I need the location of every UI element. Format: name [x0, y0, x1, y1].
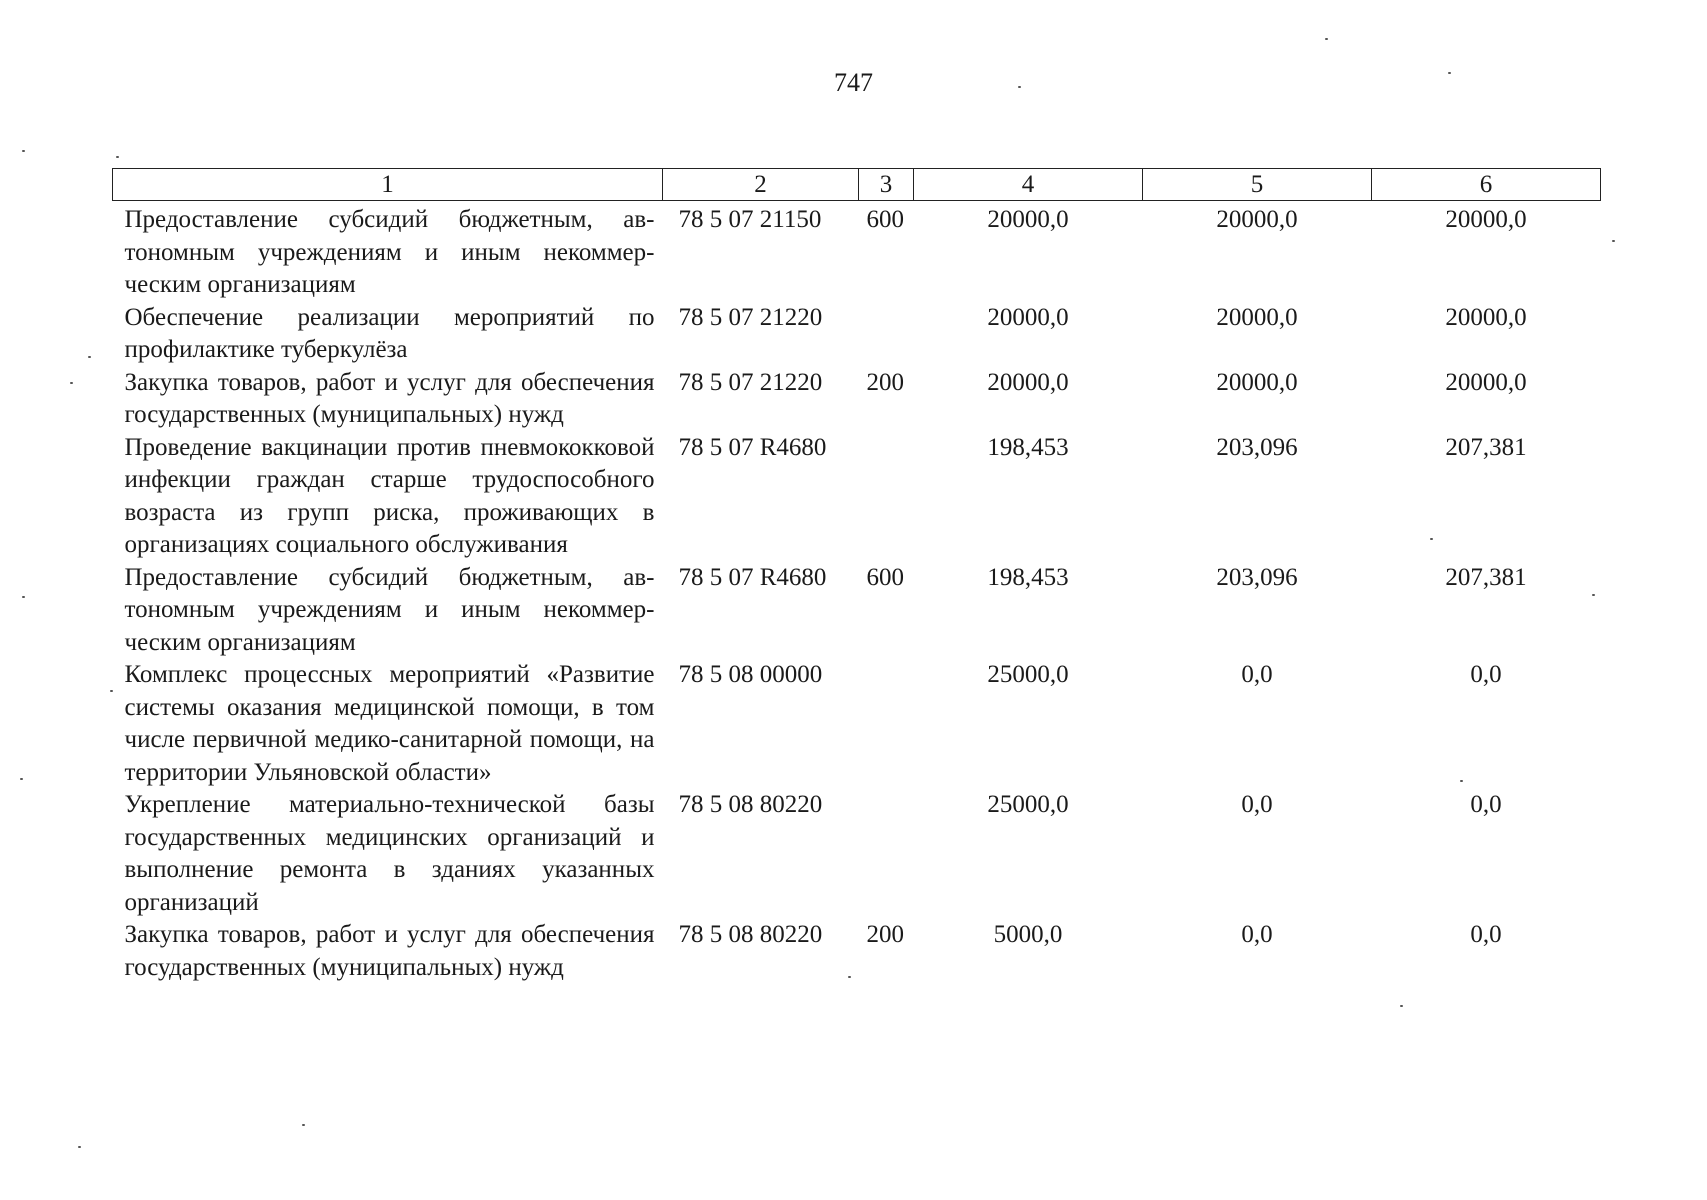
scan-speck — [116, 156, 119, 158]
row-name: Укрепление материально-технической базы государственных медицинских организаций и выполнение ремонта в зданиях указанных организаций — [124, 791, 655, 916]
scan-speck — [1018, 86, 1021, 88]
row-name: Закупка товаров, работ и услуг для обеспечения государственных (муниципальных) нужд — [124, 921, 655, 981]
scan-speck — [1400, 1005, 1403, 1007]
row-value-col4: 25000,0 — [987, 661, 1069, 688]
scan-speck — [1325, 38, 1328, 40]
row-expense-type — [859, 659, 914, 789]
table-row — [113, 562, 1601, 660]
row-value-col4: 20000,0 — [987, 206, 1069, 233]
column-header: 5 — [1143, 169, 1372, 201]
row-value-col5: 20000,0 — [1216, 206, 1298, 233]
scan-speck — [88, 356, 91, 358]
column-header: 1 — [113, 169, 663, 201]
row-value-col6: 0,0 — [1470, 791, 1502, 818]
table-row — [113, 432, 1601, 562]
row-value-col4: 198,453 — [987, 433, 1069, 461]
scan-speck — [78, 1146, 81, 1148]
row-code: 78 5 08 80220 — [678, 921, 823, 948]
scan-speck — [302, 1124, 305, 1126]
row-value-col6: 20000,0 — [1445, 303, 1527, 331]
row-name: Обеспечение реализации мероприятий по профилактике туберкулёза — [124, 303, 655, 363]
row-value-col6: 207,381 — [1445, 563, 1527, 591]
row-expense-type — [859, 789, 914, 919]
scan-speck — [20, 778, 23, 780]
row-value-col5: 20000,0 — [1216, 303, 1298, 331]
scan-speck — [1448, 72, 1451, 74]
column-header: 4 — [914, 169, 1143, 201]
scan-speck — [1460, 780, 1463, 782]
table-row — [113, 659, 1601, 789]
row-value-col5: 20000,0 — [1216, 368, 1298, 396]
table-row — [113, 367, 1601, 432]
row-value-col4: 5000,0 — [993, 921, 1063, 948]
scan-speck — [22, 596, 25, 598]
scan-speck — [22, 150, 25, 152]
row-value-col6: 207,381 — [1445, 433, 1527, 461]
row-name: Предоставление субсидий бюджетным, автономным учреждениям и иным некоммерческим организациям — [124, 206, 655, 298]
column-header: 3 — [859, 169, 914, 201]
scan-speck — [110, 690, 113, 692]
table-header — [113, 169, 1601, 201]
scan-speck — [1612, 240, 1615, 242]
table-row — [113, 919, 1601, 984]
row-name: Комплекс процессных мероприятий «Развитие системы оказания медицинской помощи, в том числе первичной медико-санитарной помощи, на территории Ульяновской области» — [124, 661, 655, 786]
row-name: Предоставление субсидий бюджетным, автономным учреждениям и иным некоммерческим организациям — [124, 563, 655, 656]
budget-table — [112, 168, 1601, 984]
row-expense-type — [859, 302, 914, 367]
row-code: 78 5 08 80220 — [678, 791, 823, 818]
row-expense-type: 600 — [866, 563, 904, 591]
row-value-col5: 0,0 — [1241, 661, 1273, 688]
row-code: 78 5 07 R4680 — [678, 433, 827, 461]
row-value-col4: 20000,0 — [987, 303, 1069, 331]
row-code: 78 5 08 00000 — [678, 661, 823, 688]
table-row — [113, 201, 1601, 302]
row-code: 78 5 07 21150 — [678, 206, 822, 233]
row-value-col5: 0,0 — [1241, 921, 1273, 948]
row-code: 78 5 07 R4680 — [678, 563, 827, 591]
row-value-col5: 203,096 — [1216, 563, 1298, 591]
row-expense-type: 200 — [866, 368, 904, 396]
row-value-col4: 20000,0 — [987, 368, 1069, 396]
row-value-col4: 198,453 — [987, 563, 1069, 591]
column-header: 2 — [663, 169, 859, 201]
row-expense-type: 600 — [866, 206, 904, 233]
table-body — [113, 201, 1601, 985]
row-code: 78 5 07 21220 — [678, 303, 823, 331]
row-value-col5: 0,0 — [1241, 791, 1273, 818]
row-value-col6: 0,0 — [1470, 921, 1502, 948]
header-row — [113, 169, 1601, 201]
table-row — [113, 789, 1601, 919]
table-row — [113, 302, 1601, 367]
row-value-col6: 20000,0 — [1445, 206, 1527, 233]
scan-speck — [1592, 594, 1595, 596]
scan-speck — [1430, 538, 1433, 540]
row-expense-type — [859, 432, 914, 562]
scan-speck — [848, 976, 851, 978]
row-value-col6: 0,0 — [1470, 661, 1502, 688]
row-expense-type: 200 — [866, 921, 904, 948]
row-value-col4: 25000,0 — [987, 791, 1069, 818]
page-number: 747 — [834, 68, 873, 97]
row-code: 78 5 07 21220 — [678, 368, 823, 396]
row-value-col6: 20000,0 — [1445, 368, 1527, 396]
budget-table-wrapper — [112, 168, 1600, 984]
column-header: 6 — [1372, 169, 1601, 201]
row-name: Проведение вакцинации против пневмококковой инфекции граждан старше трудоспособного возраста из групп риска, проживающих в организациях социального обслуживания — [124, 433, 655, 558]
row-name: Закупка товаров, работ и услуг для обеспечения государственных (муниципальных) нужд — [124, 368, 655, 428]
scan-speck — [70, 382, 73, 384]
row-value-col5: 203,096 — [1216, 433, 1298, 461]
